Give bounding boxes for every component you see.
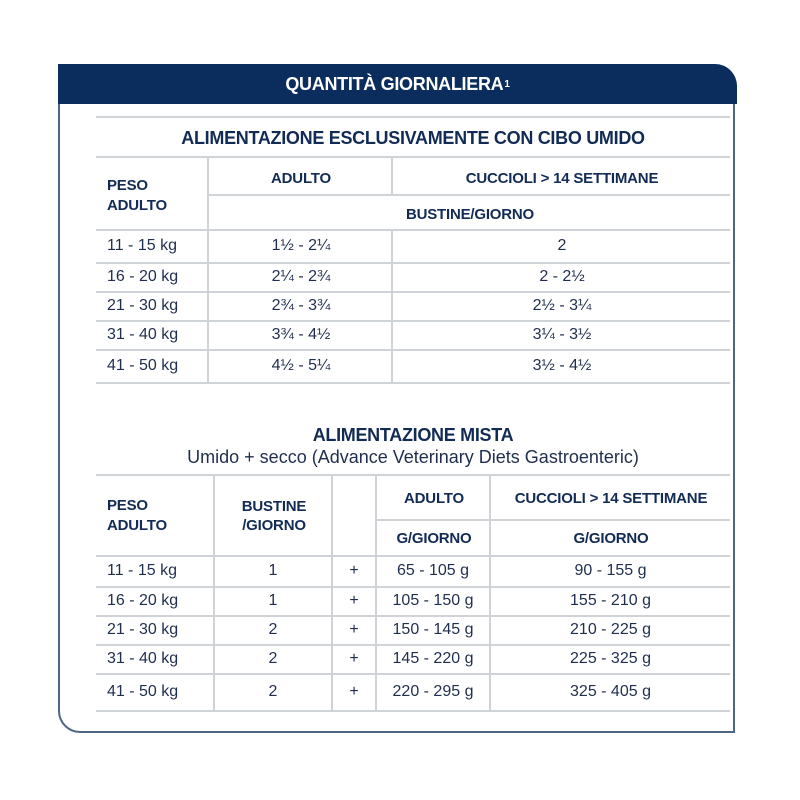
plus-sign: + xyxy=(349,592,359,609)
divider xyxy=(96,229,730,231)
cell-puppies: 3¼ - 3½ xyxy=(532,326,592,343)
cell-puppies: 2 xyxy=(557,237,567,254)
header-puppies-unit: G/GIORNO xyxy=(573,530,649,547)
cell-adult: 1½ - 2¼ xyxy=(271,237,331,254)
cell-weight: 31 - 40 kg xyxy=(107,326,179,343)
cell-sachets: 2 xyxy=(268,621,278,638)
row-divider xyxy=(96,673,730,675)
row-divider xyxy=(96,710,730,712)
row-divider xyxy=(96,615,730,617)
cell-sachets: 2 xyxy=(268,650,278,667)
cell-weight: 16 - 20 kg xyxy=(107,268,179,285)
header-unit: BUSTINE/GIORNO xyxy=(405,206,535,223)
header-adult: ADULTO xyxy=(271,170,331,187)
header-weight-line2: ADULTO xyxy=(107,197,167,214)
mixed-subtitle: Umido + secco (Advance Veterinary Diets Gastroenteric) xyxy=(187,447,639,467)
cell-weight: 41 - 50 kg xyxy=(107,357,179,374)
footnote-marker: 1 xyxy=(504,78,510,90)
divider xyxy=(209,194,730,196)
cell-puppies: 325 - 405 g xyxy=(570,683,651,700)
cell-adult: 2¼ - 2¾ xyxy=(271,268,331,285)
cell-puppies: 2½ - 3¼ xyxy=(532,297,592,314)
header-adult: ADULTO xyxy=(404,490,464,507)
cell-sachets: 1 xyxy=(268,562,278,579)
header-weight-line1: PESO xyxy=(107,497,148,514)
cell-adult: 3¾ - 4½ xyxy=(271,326,331,343)
cell-sachets: 2 xyxy=(268,683,278,700)
header-adult-unit: G/GIORNO xyxy=(396,530,472,547)
cell-adult: 2¾ - 3¾ xyxy=(271,297,331,314)
cell-weight: 11 - 15 kg xyxy=(107,562,177,579)
cell-weight: 11 - 15 kg xyxy=(107,237,177,254)
cell-puppies: 90 - 155 g xyxy=(574,562,647,579)
plus-sign: + xyxy=(349,621,359,638)
mixed-title: ALIMENTAZIONE MISTA xyxy=(312,425,514,445)
cell-adult: 150 - 145 g xyxy=(392,621,474,638)
row-divider xyxy=(96,262,730,264)
cell-weight: 41 - 50 kg xyxy=(107,683,179,700)
cell-weight: 21 - 30 kg xyxy=(107,297,179,314)
header-sachets-line2: /GIORNO xyxy=(242,517,306,534)
wet-only-title: ALIMENTAZIONE ESCLUSIVAMENTE CON CIBO UMIDO xyxy=(181,128,645,148)
header-weight-line1: PESO xyxy=(107,177,148,194)
row-divider xyxy=(96,291,730,293)
card-header xyxy=(58,64,737,104)
header-weight-line2: ADULTO xyxy=(107,517,167,534)
divider xyxy=(377,519,730,521)
header-puppies: CUCCIOLI > 14 SETTIMANE xyxy=(514,490,708,507)
column-divider xyxy=(391,157,393,195)
row-divider xyxy=(96,586,730,588)
cell-adult: 220 - 295 g xyxy=(392,683,474,700)
cell-adult: 4½ - 5¼ xyxy=(271,357,331,374)
cell-puppies: 225 - 325 g xyxy=(570,650,651,667)
divider xyxy=(96,116,730,118)
divider xyxy=(96,474,730,476)
cell-adult: 145 - 220 g xyxy=(392,650,474,667)
header-sachets-line1: BUSTINE xyxy=(241,498,307,515)
cell-puppies: 210 - 225 g xyxy=(570,621,651,638)
row-divider xyxy=(96,644,730,646)
card-title: QUANTITÀ GIORNALIERA xyxy=(285,73,504,94)
cell-puppies: 2 - 2½ xyxy=(539,268,585,285)
row-divider xyxy=(96,320,730,322)
cell-weight: 16 - 20 kg xyxy=(107,592,179,609)
cell-sachets: 1 xyxy=(268,592,278,609)
cell-puppies: 155 - 210 g xyxy=(570,592,651,609)
plus-sign: + xyxy=(349,683,359,700)
cell-adult: 65 - 105 g xyxy=(396,562,470,579)
row-divider xyxy=(96,349,730,351)
header-puppies: CUCCIOLI > 14 SETTIMANE xyxy=(465,170,659,187)
row-divider xyxy=(96,382,730,384)
plus-sign: + xyxy=(349,562,359,579)
cell-adult: 105 - 150 g xyxy=(392,592,474,609)
divider xyxy=(96,555,730,557)
cell-weight: 31 - 40 kg xyxy=(107,650,179,667)
plus-sign: + xyxy=(349,650,359,667)
divider xyxy=(96,156,730,158)
cell-weight: 21 - 30 kg xyxy=(107,621,179,638)
cell-puppies: 3½ - 4½ xyxy=(532,357,592,374)
